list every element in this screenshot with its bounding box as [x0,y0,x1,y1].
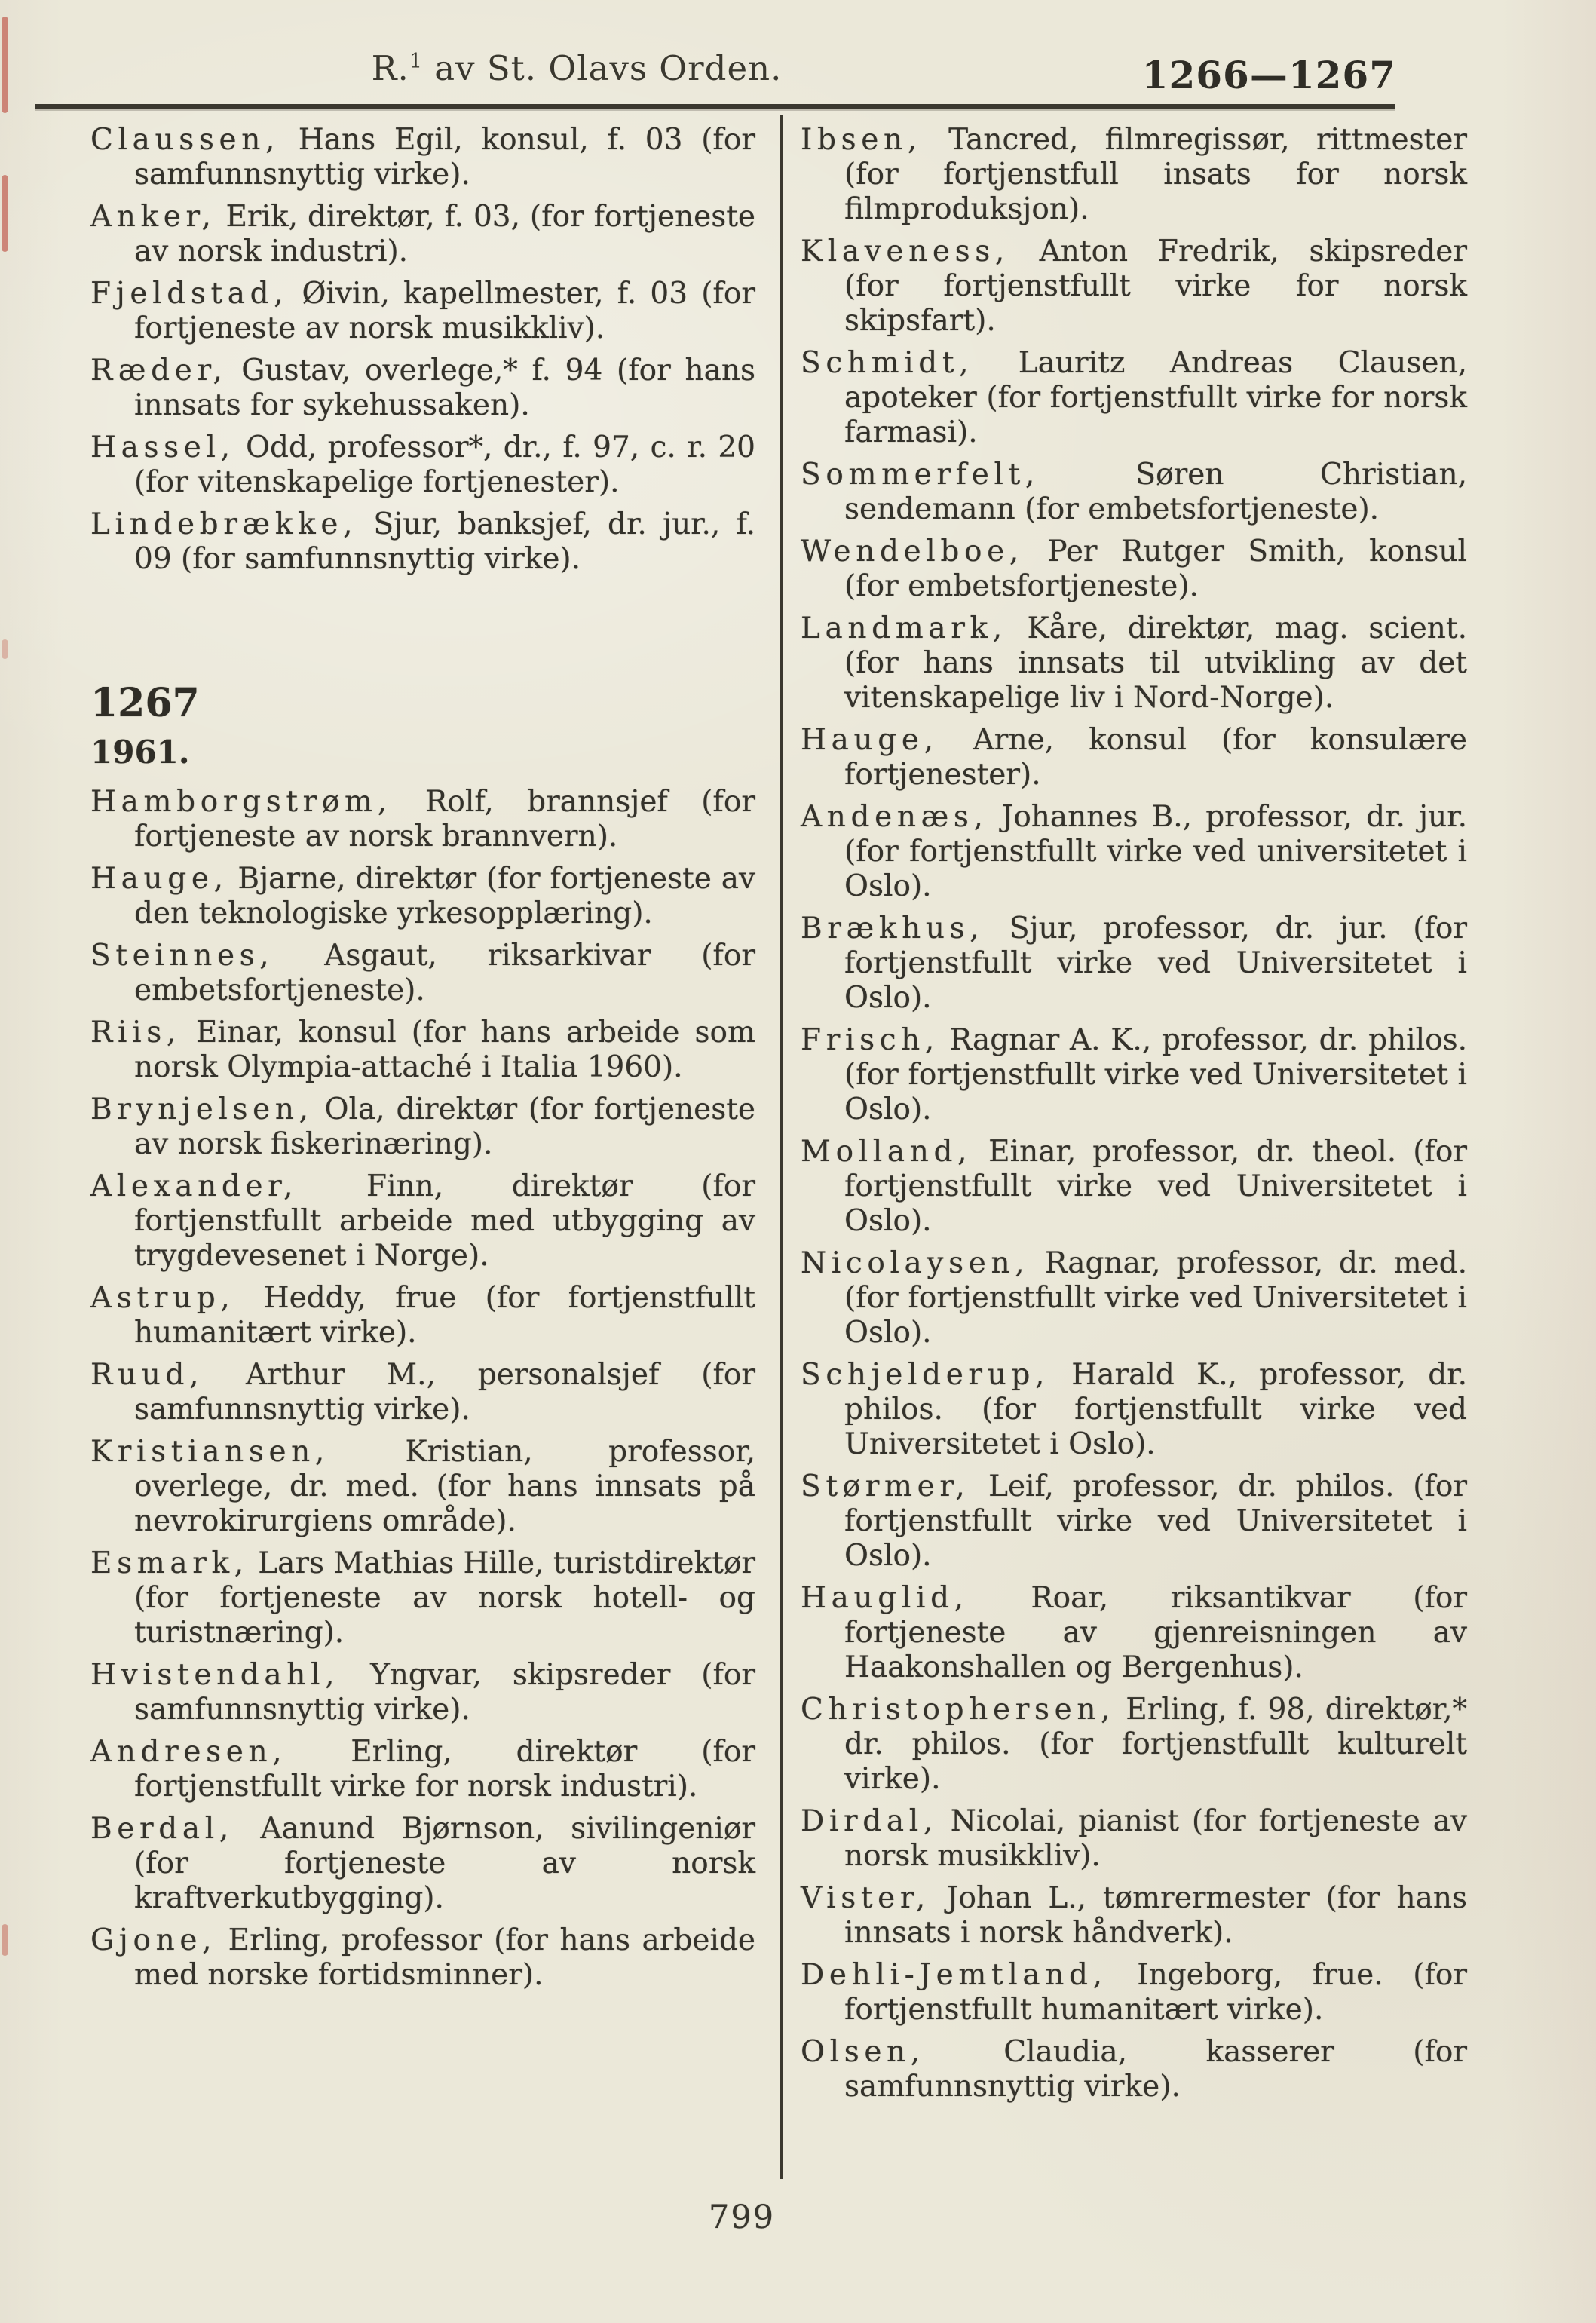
entry-surname: Dehli-Jemtland, [801,1958,1107,1992]
entry-surname: Andresen, [90,1735,287,1769]
directory-entry: Andresen, Erling, direktør (for fortjenstfullt virke for norsk industri). [90,1735,755,1804]
directory-entry: Claussen, Hans Egil, konsul, f. 03 (for samfunnsnyttig virke). [90,123,755,192]
directory-entry: Dehli-Jemtland, Ingeborg, frue. (for fortjenstfullt humanitært virke). [801,1958,1467,2027]
entry-surname: Hauge, [801,723,939,757]
entry-surname: Kristiansen, [90,1435,329,1469]
section-heading [90,682,755,770]
directory-entry: Schmidt, Lauritz Andreas Clausen, apoteker (for fortjenstfullt virke for norsk farmasi). [801,346,1467,449]
entry-surname: Esmark, [90,1546,249,1580]
entry-surname: Hamborgstrøm, [90,785,392,819]
entry-surname: Steinnes, [90,939,274,973]
running-title-rest: av St. Olavs Orden. [422,48,783,88]
header-rule [35,104,1395,109]
entry-surname: Vister, [801,1881,930,1915]
directory-entry: Frisch, Ragnar A. K., professor, dr. philos. (for fortjenstfullt virke ved Universitetet i Oslo). [801,1023,1467,1126]
entry-surname: Fjeldstad, [90,277,289,311]
entry-surname: Astrup, [90,1281,235,1315]
directory-entry: Landmark, Kåre, direktør, mag. scient. (for hans innsats til utvikling av det vitenskapelige liv i Nord-Norge). [801,611,1467,715]
directory-entry: Vister, Johan L., tømrermester (for hans innsats i norsk håndverk). [801,1881,1467,1950]
directory-entry: Andenæs, Johannes B., professor, dr. jur. (for fortjenstfullt virke ved universitetet i Oslo). [801,800,1467,903]
directory-entry: Riis, Einar, konsul (for hans arbeide som norsk Olympia-attaché i Italia 1960). [90,1016,755,1084]
entry-surname: Brynjelsen, [90,1093,314,1126]
entries-section-1267 [90,785,755,1993]
entries-right-column [801,123,1467,2104]
entry-surname: Ruud, [90,1358,204,1392]
entry-surname: Brækhus, [801,912,985,945]
directory-entry: Anker, Erik, direktør, f. 03, (for fortjeneste av norsk industri). [90,200,755,268]
directory-entry: Gjone, Erling, professor (for hans arbeide med norske fortidsminner). [90,1923,755,1992]
directory-entry: Hvistendahl, Yngvar, skipsreder (for samfunnsnyttig virke). [90,1658,755,1727]
entry-surname: Ræder, [90,354,228,388]
entry-surname: Klaveness, [801,234,1009,268]
entry-surname: Wendelboe, [801,535,1024,568]
entry-surname: Molland, [801,1135,973,1169]
entry-surname: Ibsen, [801,123,922,157]
directory-entry: Ruud, Arthur M., personalsjef (for samfunnsnyttig virke). [90,1358,755,1427]
entry-surname: Dirdal, [801,1804,938,1838]
entry-surname: Schjelderup, [801,1358,1050,1392]
entry-surname: Christophersen, [801,1693,1116,1727]
running-title-prefix: R. [371,48,409,88]
directory-entry: Olsen, Claudia, kasserer (for samfunnsnyttig virke). [801,2035,1467,2104]
directory-entry: Berdal, Aanund Bjørnson, sivilingeniør (for fortjeneste av norsk kraftverkutbygging). [90,1812,755,1915]
column-divider-rule [780,115,783,2179]
directory-entry: Brækhus, Sjur, professor, dr. jur. (for fortjenstfullt virke ved Universitetet i Oslo). [801,912,1467,1015]
entry-surname: Hauglid, [801,1581,969,1615]
directory-entry: Størmer, Leif, professor, dr. philos. (for fortjenstfullt virke ved Universitetet i Oslo). [801,1469,1467,1573]
entry-surname: Alexander, [90,1169,299,1203]
directory-entry: Hauglid, Roar, riksantikvar (for fortjeneste av gjenreisningen av Haakonshallen og Bergenhus). [801,1581,1467,1684]
directory-entry: Hauge, Bjarne, direktør (for fortjeneste av den teknologiske yrkesopplæring). [90,862,755,930]
entry-surname: Lindebrække, [90,507,358,541]
entry-surname: Schmidt, [801,346,974,380]
entry-surname: Riis, [90,1016,181,1050]
page-number: 799 [709,2199,776,2236]
running-title-footnote-marker: 1 [409,50,423,73]
running-title [279,48,875,88]
entry-surname: Hvistendahl, [90,1658,340,1692]
scan-artifact-red-mark [2,639,8,659]
entry-surname: Andenæs, [801,800,988,834]
entries-section-1266 [90,123,755,577]
directory-entry: Dirdal, Nicolai, pianist (for fortjeneste av norsk musikkliv). [801,1804,1467,1873]
entry-surname: Claussen, [90,123,280,157]
entry-surname: Sommerfelt, [801,458,1040,492]
directory-entry: Lindebrække, Sjur, banksjef, dr. jur., f. 09 (for samfunnsnyttig virke). [90,507,755,576]
right-column [801,123,1467,2112]
section-year: 1961. [90,734,190,771]
scan-artifact-red-mark [2,17,8,113]
directory-entry: Ibsen, Tancred, filmregissør, rittmester (for fortjenstfull insats for norsk filmproduksjon). [801,123,1467,226]
directory-entry: Brynjelsen, Ola, direktør (for fortjeneste av norsk fiskerinæring). [90,1093,755,1161]
section-number: 1267 [90,680,200,726]
directory-entry: Hamborgstrøm, Rolf, brannsjef (for fortjeneste av norsk brannvern). [90,785,755,854]
entry-surname: Gjone, [90,1923,217,1957]
directory-entry: Astrup, Heddy, frue (for fortjenstfullt humanitært virke). [90,1281,755,1350]
entry-surname: Landmark, [801,611,1007,645]
directory-entry: Schjelderup, Harald K., professor, dr. philos. (for fortjenstfullt virke ved Universitetet i Oslo). [801,1358,1467,1461]
directory-entry: Ræder, Gustav, overlege,* f. 94 (for hans innsats for sykehussaken). [90,354,755,422]
entry-surname: Berdal, [90,1812,234,1846]
directory-entry: Wendelboe, Per Rutger Smith, konsul (for embetsfortjeneste). [801,535,1467,603]
directory-entry: Klaveness, Anton Fredrik, skipsreder (for fortjenstfullt virke for norsk skipsfart). [801,234,1467,338]
entry-surname: Hassel, [90,431,235,464]
directory-entry: Alexander, Finn, direktør (for fortjenstfullt arbeide med utbygging av trygdevesenet i Norge). [90,1169,755,1273]
entry-surname: Nicolaysen, [801,1246,1030,1280]
directory-entry: Molland, Einar, professor, dr. theol. (for fortjenstfullt virke ved Universitetet i Oslo). [801,1135,1467,1238]
directory-entry: Hassel, Odd, professor*, dr., f. 97, c. r. 20 (for vitenskapelige fortjenester). [90,431,755,499]
page-folio: 1266—1267 [1141,53,1396,97]
entry-surname: Olsen, [801,2035,925,2069]
directory-entry: Kristiansen, Kristian, professor, overlege, dr. med. (for hans innsats på nevrokirurgiens område). [90,1435,755,1538]
directory-entry: Esmark, Lars Mathias Hille, turistdirektør (for fortjeneste av norsk hotell- og turistnæring). [90,1546,756,1650]
entry-surname: Hauge, [90,862,228,896]
entry-surname: Størmer, [801,1469,970,1503]
directory-entry: Steinnes, Asgaut, riksarkivar (for embetsfortjeneste). [90,939,755,1007]
directory-entry: Christophersen, Erling, f. 98, direktør,* dr. philos. (for fortjenstfullt kulturelt virke). [801,1693,1467,1796]
scan-artifact-red-mark [2,1924,8,1956]
directory-entry: Hauge, Arne, konsul (for konsulære fortjenester). [801,723,1467,792]
directory-entry: Nicolaysen, Ragnar, professor, dr. med. (for fortjenstfullt virke ved Universitetet i Oslo). [801,1246,1467,1350]
directory-entry: Fjeldstad, Øivin, kapellmester, f. 03 (for fortjeneste av norsk musikkliv). [90,277,755,345]
entry-surname: Frisch, [801,1023,939,1057]
directory-entry: Sommerfelt, Søren Christian, sendemann (for embetsfortjeneste). [801,458,1467,526]
left-column [90,123,755,2000]
entry-surname: Anker, [90,200,216,234]
scan-artifact-red-mark [2,175,8,252]
